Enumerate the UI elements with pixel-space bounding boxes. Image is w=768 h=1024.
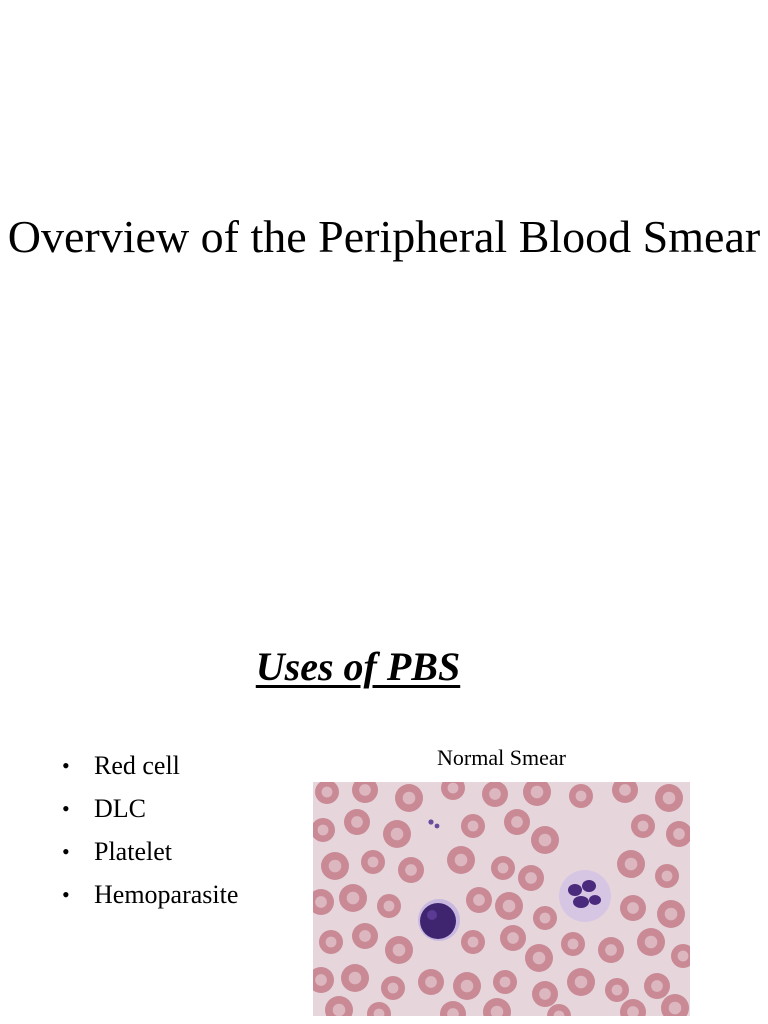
red-cell-pallor [489, 788, 501, 800]
red-cell-pallor [678, 951, 689, 962]
red-cell-pallor [318, 825, 329, 836]
red-cell-pallor [359, 784, 371, 796]
red-cell-pallor [391, 828, 404, 841]
red-cell-pallor [651, 980, 663, 992]
red-cell [655, 784, 683, 812]
red-cell-pallor [500, 977, 511, 988]
red-cell-pallor [326, 937, 337, 948]
red-cell-pallor [405, 864, 417, 876]
red-cell-pallor [612, 985, 623, 996]
red-cell-pallor [359, 930, 371, 942]
uses-list [62, 744, 238, 916]
red-cell-pallor [425, 976, 437, 988]
neutrophil [559, 870, 611, 922]
red-cell-pallor [540, 913, 551, 924]
red-cell-pallor [619, 784, 631, 796]
list-item [62, 873, 238, 916]
red-cell-pallor [673, 828, 685, 840]
blood-smear-image [313, 782, 690, 1016]
red-cell [383, 820, 411, 848]
red-cell-pallor [322, 787, 333, 798]
red-cell-pallor [329, 860, 342, 873]
red-cell-pallor [525, 872, 537, 884]
list-item [62, 744, 238, 787]
red-cell-pallor [347, 892, 360, 905]
red-cell [620, 895, 646, 921]
red-cell [319, 930, 343, 954]
red-cell-pallor [531, 786, 544, 799]
red-cell-pallor [605, 944, 617, 956]
red-cell-pallor [498, 863, 509, 874]
platelet [435, 824, 440, 829]
red-cell [341, 964, 369, 992]
bullet-icon: • [62, 796, 70, 821]
figure-caption: Normal Smear [437, 745, 566, 770]
red-cell [518, 865, 544, 891]
neutrophil-nucleus-lobe [568, 884, 582, 896]
red-cell [500, 925, 526, 951]
red-cell [644, 973, 670, 999]
red-cell-pallor [645, 936, 658, 949]
list-item-label: DLC [94, 794, 146, 823]
red-cell [561, 932, 585, 956]
red-cell [631, 814, 655, 838]
red-cell-pallor [333, 1004, 346, 1016]
bullet-icon: • [62, 882, 70, 907]
red-cell [655, 864, 679, 888]
red-cell-pallor [665, 908, 678, 921]
red-cell-pallor [461, 980, 474, 993]
red-cell-pallor [393, 944, 406, 957]
red-cell-pallor [448, 783, 459, 794]
list-item-label: Hemoparasite [94, 880, 239, 909]
red-cell [466, 887, 492, 913]
red-cell-pallor [349, 972, 362, 985]
red-cell-pallor [351, 816, 363, 828]
lymphocyte [418, 899, 460, 941]
lymphocyte-chromatin [427, 910, 437, 920]
red-cell-pallor [533, 952, 546, 965]
list-item [62, 787, 238, 830]
red-cell-pallor [403, 792, 416, 805]
red-cell [569, 784, 593, 808]
red-cell-pallor [669, 1002, 682, 1015]
red-cell [418, 969, 444, 995]
red-cell [525, 944, 553, 972]
red-cell-pallor [576, 791, 587, 802]
red-cell [491, 856, 515, 880]
red-cell [495, 892, 523, 920]
red-cell-pallor [315, 896, 327, 908]
red-cell [361, 850, 385, 874]
red-cell-pallor [388, 983, 399, 994]
red-cell [657, 900, 685, 928]
neutrophil-nucleus-lobe [589, 895, 601, 905]
red-cell [377, 894, 401, 918]
red-cell [617, 850, 645, 878]
red-cell [605, 978, 629, 1002]
red-cell [493, 970, 517, 994]
slide-title: Overview of the Peripheral Blood Smear [7, 211, 761, 262]
red-cell-pallor [511, 816, 523, 828]
red-cell [385, 936, 413, 964]
red-cell-pallor [575, 976, 588, 989]
neutrophil-nucleus-lobe [573, 896, 589, 908]
blood-smear-micrograph [313, 782, 690, 1016]
red-cell-pallor [539, 988, 551, 1000]
red-cell-pallor [662, 871, 673, 882]
red-cell [461, 814, 485, 838]
red-cell-pallor [315, 974, 327, 986]
platelet [428, 819, 433, 824]
neutrophil-cytoplasm [559, 870, 611, 922]
red-cell-pallor [507, 932, 519, 944]
red-cell [461, 930, 485, 954]
red-cell [352, 923, 378, 949]
list-item-label: Red cell [94, 751, 180, 780]
red-cell-pallor [568, 939, 579, 950]
red-cell-pallor [638, 821, 649, 832]
lymphocyte-nucleus [420, 903, 456, 939]
red-cell-pallor [455, 854, 468, 867]
red-cell-pallor [473, 894, 485, 906]
red-cell-pallor [539, 834, 552, 847]
neutrophil-nucleus-lobe [582, 880, 596, 892]
red-cell-pallor [663, 792, 676, 805]
list-item-label: Platelet [94, 837, 172, 866]
red-cell [344, 809, 370, 835]
list-item [62, 830, 238, 873]
red-cell [453, 972, 481, 1000]
red-cell-pallor [468, 937, 479, 948]
red-cell [533, 906, 557, 930]
red-cell [447, 846, 475, 874]
red-cell [395, 784, 423, 812]
red-cell [567, 968, 595, 996]
red-cell-pallor [384, 901, 395, 912]
red-cell-pallor [503, 900, 516, 913]
red-cell [598, 937, 624, 963]
red-cell-pallor [468, 821, 479, 832]
bullet-icon: • [62, 839, 70, 864]
red-cell [398, 857, 424, 883]
red-cell [532, 981, 558, 1007]
red-cell [339, 884, 367, 912]
red-cell [381, 976, 405, 1000]
section-heading: Uses of PBS [255, 644, 461, 689]
red-cell-pallor [627, 902, 639, 914]
red-cell [321, 852, 349, 880]
bullet-icon: • [62, 753, 70, 778]
red-cell [482, 782, 508, 807]
red-cell [531, 826, 559, 854]
red-cell-pallor [625, 858, 638, 871]
red-cell-pallor [368, 857, 379, 868]
red-cell [504, 809, 530, 835]
red-cell [637, 928, 665, 956]
